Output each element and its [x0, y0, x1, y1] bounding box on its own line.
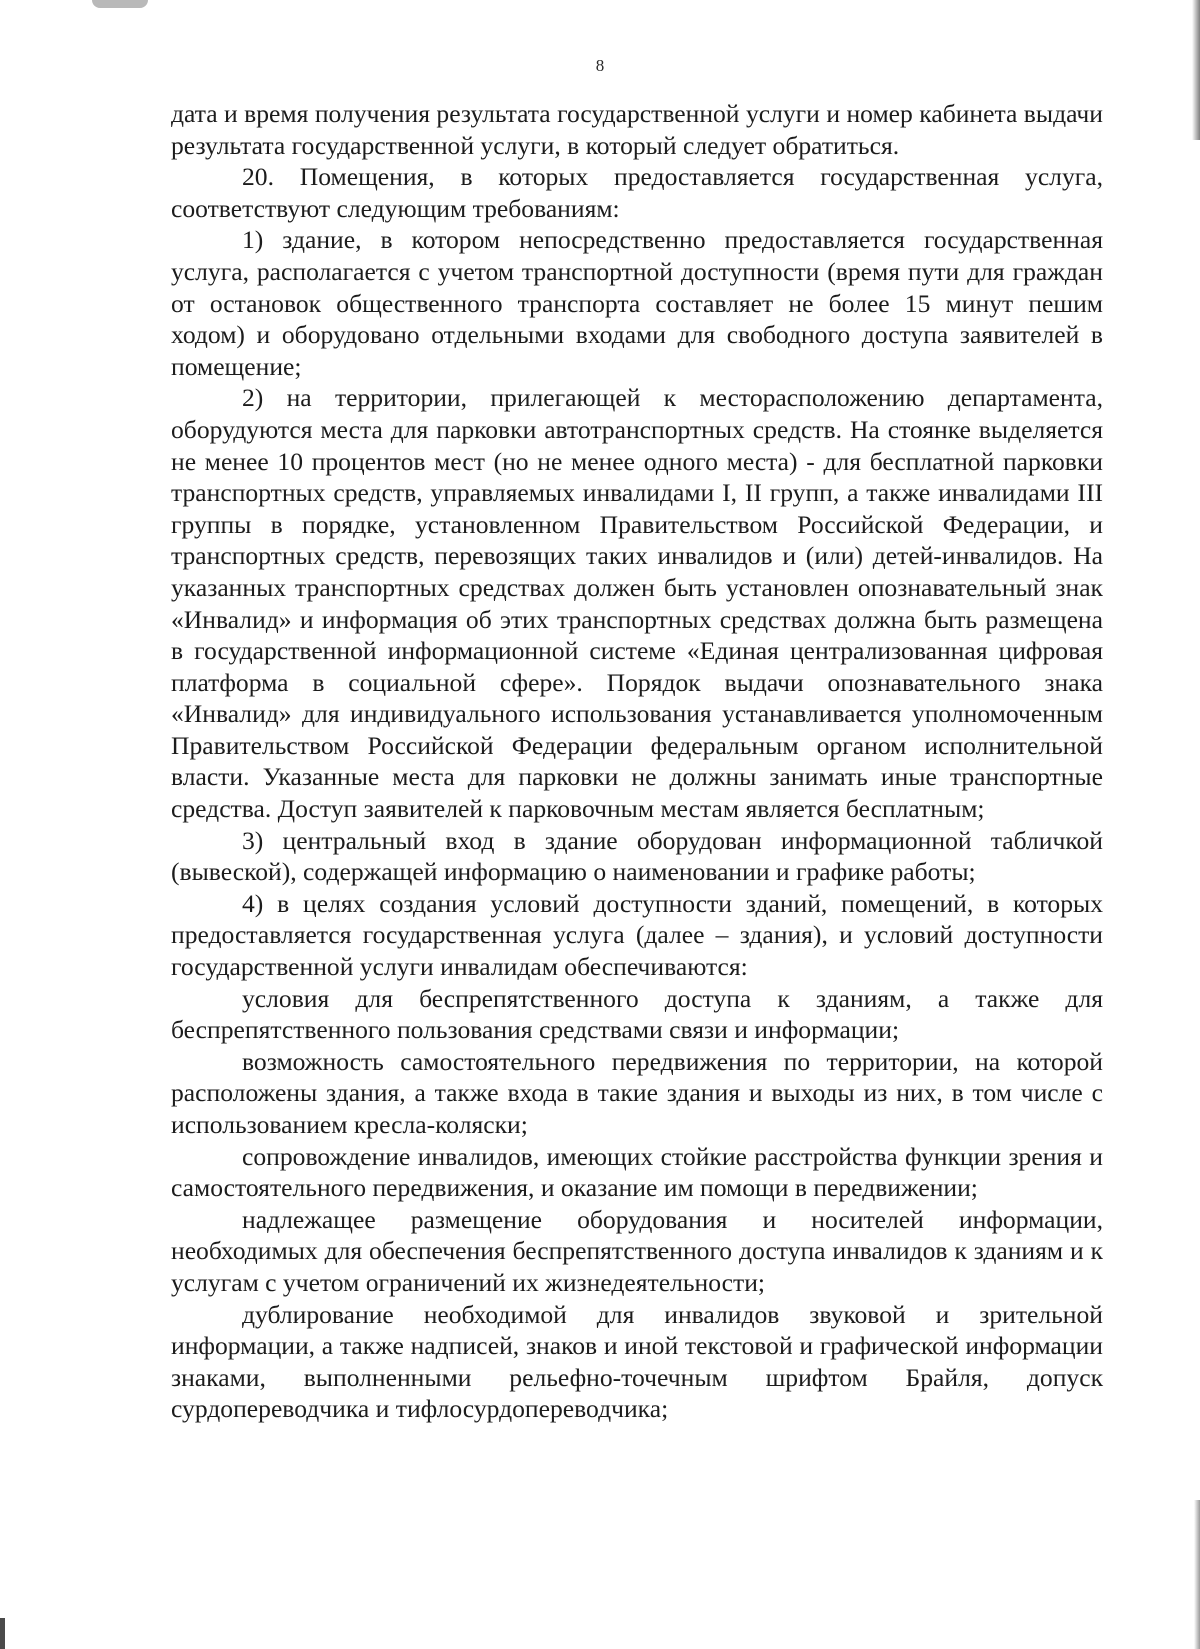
scan-artifact-top — [92, 0, 148, 8]
paragraph-condition-equipment: надлежащее размещение оборудования и носителей информации, необходимых для обеспечения беспрепятственного доступа инвалидов к зданиям и к услугам с учетом ограничений их жизнедеятельности; — [171, 1204, 1103, 1297]
paragraph-subitem-4: 4) в целях создания условий доступности зданий, помещений, в которых предоставляется государственная услуга (далее – здания), и условий доступности государственной услуги инвалидам обеспечиваются: — [171, 888, 1103, 982]
paragraph-condition-braille: дублирование необходимой для инвалидов звуковой и зрительной информации, а также надписей, знаков и иной текстовой и графической информации знаками, выполненными рельефно-точечным шрифтом Брайля, допуск сурдопереводчика и тифлосурдопереводчика; — [171, 1299, 1103, 1424]
scan-artifact-right-edge-bottom — [1194, 1500, 1200, 1649]
scan-artifact-left-bottom — [0, 1618, 5, 1649]
document-body — [171, 98, 1103, 1425]
page-number: 8 — [595, 56, 605, 75]
paragraph-condition-escort: сопровождение инвалидов, имеющих стойкие расстройства функции зрения и самостоятельного передвижения, и оказание им помощи в передвижении; — [171, 1141, 1103, 1203]
paragraph-continuation: дата и время получения результата государственной услуги и номер кабинета выдачи результата государственной услуги, в который следует обратиться. — [171, 99, 1103, 160]
paragraph-item-20: 20. Помещения, в которых предоставляется государственная услуга, соответствуют следующим требованиям: — [171, 162, 1103, 223]
paragraph-subitem-3: 3) центральный вход в здание оборудован информационной табличкой (вывеской), содержащей информацию о наименовании и графике работы; — [171, 825, 1103, 887]
paragraph-subitem-1: 1) здание, в котором непосредственно предоставляется государственная услуга, располагается с учетом транспортной доступности (время пути для граждан от остановок общественного транспорта составляет не более 15 минут пешим ходом) и оборудовано отдельными входами для свободного доступа заявителей в помещение; — [171, 225, 1103, 381]
paragraph-condition-access: условия для беспрепятственного доступа к зданиям, а также для беспрепятственного пользования средствами связи и информации; — [171, 983, 1103, 1045]
paragraph-subitem-2: 2) на территории, прилегающей к месторасположению департамента, оборудуются места для парковки автотранспортных средств. На стоянке выделяется не менее 10 процентов мест (но не менее одного места) - для бесплатной парковки транспортных средств, управляемых инвалидами I, II групп, а также инвалидами III группы в порядке, установленном Правительством Российской Федерации, и транспортных средств, перевозящих таких инвалидов и (или) детей-инвалидов. На указанных транспортных средствах должен быть установлен опознавательный знак «Инвалид» и информация об этих транспортных средствах должна быть размещена в государственной информационной системе «Единая централизованная цифровая платформа в социальной сфере». Порядок выдачи опознавательного знака «Инвалид» для индивидуального использования устанавливается уполномоченным Правительством Российской Федерации федеральным органом исполнительной власти. Указанные места для парковки не должны занимать иные транспортные средства. Доступ заявителей к парковочным местам является бесплатным; — [171, 383, 1103, 824]
paragraph-condition-movement: возможность самостоятельного передвижения по территории, на которой расположены здания, а также входа в такие здания и выходы из них, в том числе с использованием кресла-коляски; — [171, 1046, 1103, 1139]
